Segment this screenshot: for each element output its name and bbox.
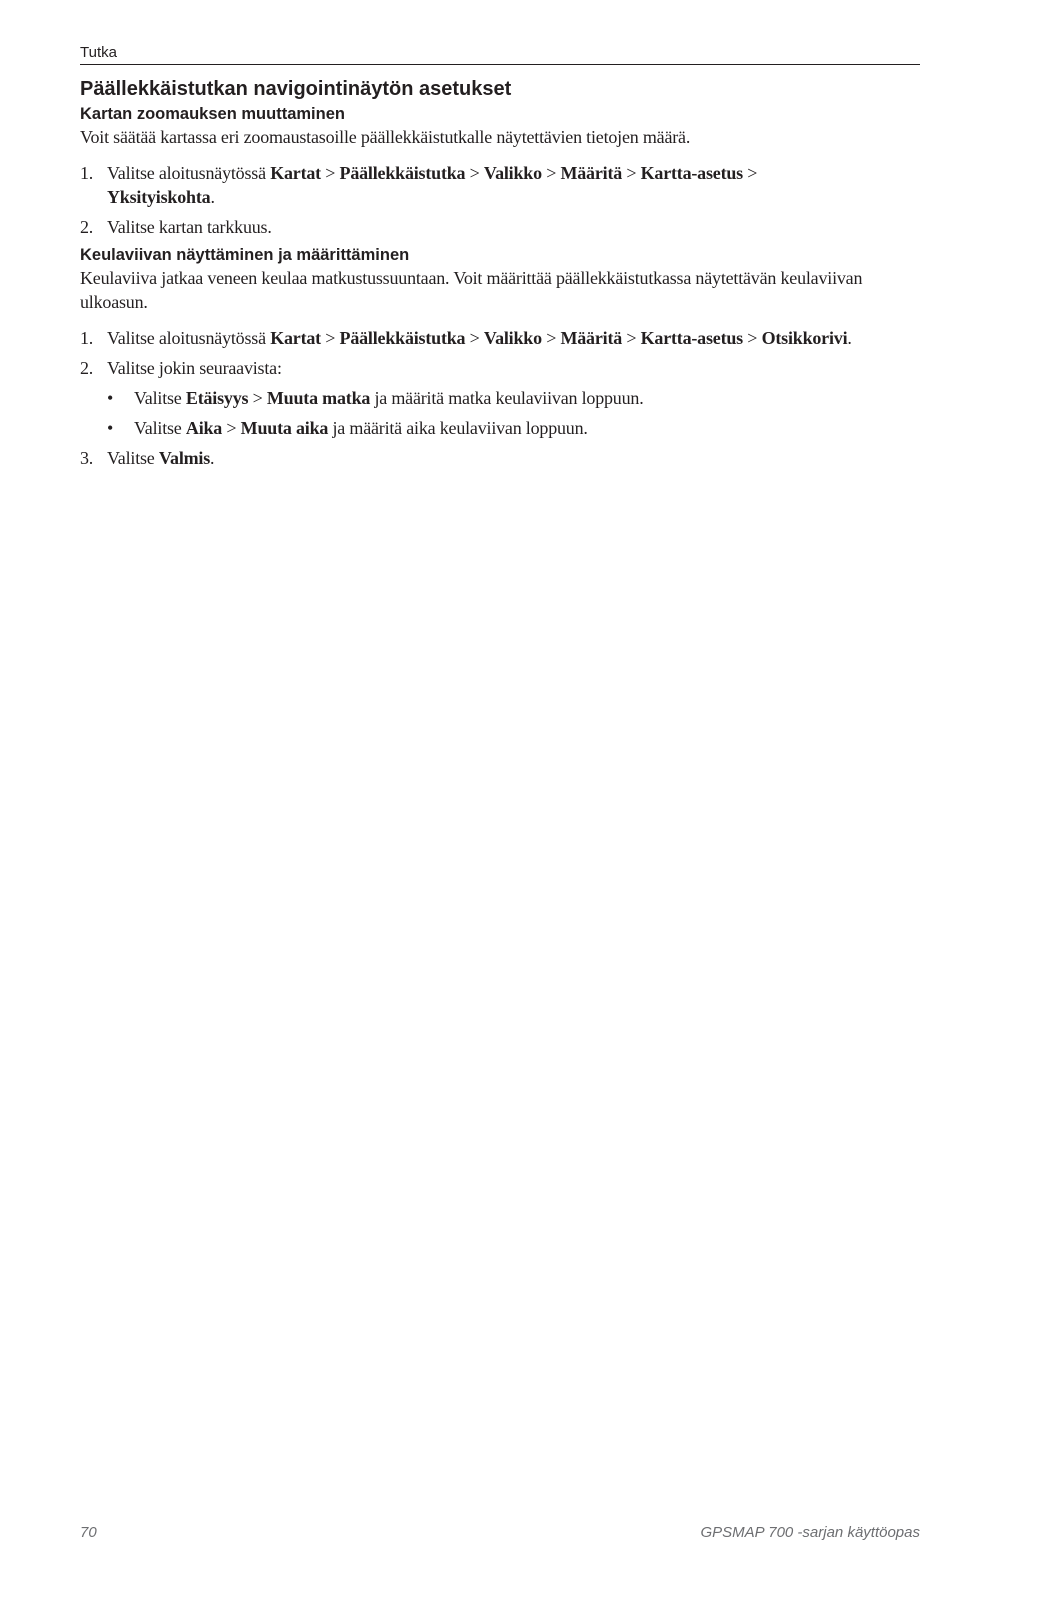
section-title: Päällekkäistutkan navigointinäytön asetukset bbox=[80, 78, 512, 100]
menu-path-kartta-asetus: Kartta-asetus bbox=[640, 163, 743, 183]
page-number: 70 bbox=[80, 1524, 97, 1541]
path-separator: > bbox=[541, 328, 561, 348]
footer-document-title: GPSMAP 700 -sarjan käyttöopas bbox=[700, 1524, 920, 1541]
zoom-step-2 bbox=[80, 215, 920, 239]
path-separator: > bbox=[622, 163, 641, 183]
step-number: 2. bbox=[80, 358, 94, 378]
menu-path-paallekkaistutka: Päällekkäistutka bbox=[339, 328, 466, 348]
menu-path-otsikkorivi: Otsikkorivi bbox=[761, 328, 848, 348]
step-text: Valitse jokin seuraavista: bbox=[107, 358, 282, 378]
heading-line-step-3 bbox=[80, 446, 920, 470]
menu-path-valikko: Valikko bbox=[483, 163, 542, 183]
step-number: 2. bbox=[80, 217, 94, 237]
bullet-icon: • bbox=[107, 418, 114, 438]
menu-path-kartat: Kartat bbox=[270, 328, 321, 348]
menu-path-kartta-asetus: Kartta-asetus bbox=[640, 328, 743, 348]
option-text: Valitse bbox=[134, 388, 186, 408]
menu-path-muuta-aika: Muuta aika bbox=[240, 418, 329, 438]
step-text: Valitse aloitusnäytössä bbox=[107, 328, 271, 348]
path-separator: > bbox=[743, 163, 758, 183]
path-separator: > bbox=[222, 418, 241, 438]
step-text: Valitse kartan tarkkuus. bbox=[107, 217, 272, 237]
step-number: 1. bbox=[80, 163, 94, 183]
path-separator: > bbox=[743, 328, 762, 348]
menu-path-paallekkaistutka: Päällekkäistutka bbox=[339, 163, 466, 183]
heading-line-step-2 bbox=[80, 356, 920, 440]
heading-line-steps bbox=[80, 326, 920, 470]
path-separator: > bbox=[248, 388, 267, 408]
option-etaisyys bbox=[107, 386, 920, 410]
path-separator: > bbox=[541, 163, 561, 183]
path-separator: > bbox=[465, 328, 484, 348]
step-number: 1. bbox=[80, 328, 94, 348]
menu-path-yksityiskohta: Yksityiskohta bbox=[107, 187, 211, 207]
menu-path-aika: Aika bbox=[185, 418, 223, 438]
zoom-steps bbox=[80, 161, 920, 239]
heading-line-intro: Keulaviiva jatkaa veneen keulaa matkustussuuntaan. Voit määrittää päällekkäistutkassa näytettävän keulaviivan ulkoasun. bbox=[80, 268, 863, 312]
heading-line-step-1 bbox=[80, 326, 920, 350]
zoom-step-1 bbox=[80, 161, 920, 209]
step-number: 3. bbox=[80, 448, 94, 468]
step-end: . bbox=[210, 187, 215, 207]
menu-path-valikko: Valikko bbox=[483, 328, 542, 348]
path-separator: > bbox=[622, 328, 641, 348]
option-text: ja määritä matka keulaviivan loppuun. bbox=[370, 388, 644, 408]
option-list bbox=[107, 386, 920, 440]
step-text: Valitse bbox=[107, 448, 159, 468]
step-text: Valitse aloitusnäytössä bbox=[107, 163, 271, 183]
menu-path-muuta-matka: Muuta matka bbox=[266, 388, 371, 408]
step-end: . bbox=[210, 448, 215, 468]
menu-path-valmis: Valmis bbox=[158, 448, 211, 468]
option-aika bbox=[107, 416, 920, 440]
option-text: Valitse bbox=[134, 418, 186, 438]
menu-path-kartat: Kartat bbox=[270, 163, 321, 183]
zoom-intro: Voit säätää kartassa eri zoomaustasoille päällekkäistutkalle näytettävien tietojen määrä. bbox=[80, 127, 691, 147]
option-text: ja määritä aika keulaviivan loppuun. bbox=[328, 418, 588, 438]
menu-path-etaisyys: Etäisyys bbox=[185, 388, 249, 408]
path-separator: > bbox=[465, 163, 484, 183]
menu-path-maarita: Määritä bbox=[560, 163, 623, 183]
bullet-icon: • bbox=[107, 388, 114, 408]
path-separator: > bbox=[320, 328, 340, 348]
zoom-subsection-title: Kartan zoomauksen muuttaminen bbox=[80, 105, 345, 123]
running-header: Tutka bbox=[80, 44, 117, 61]
step-end: . bbox=[847, 328, 852, 348]
heading-line-subsection-title: Keulaviivan näyttäminen ja määrittäminen bbox=[80, 246, 410, 264]
path-separator: > bbox=[320, 163, 340, 183]
page-content bbox=[80, 76, 920, 476]
menu-path-maarita: Määritä bbox=[560, 328, 623, 348]
header-rule bbox=[80, 64, 920, 65]
